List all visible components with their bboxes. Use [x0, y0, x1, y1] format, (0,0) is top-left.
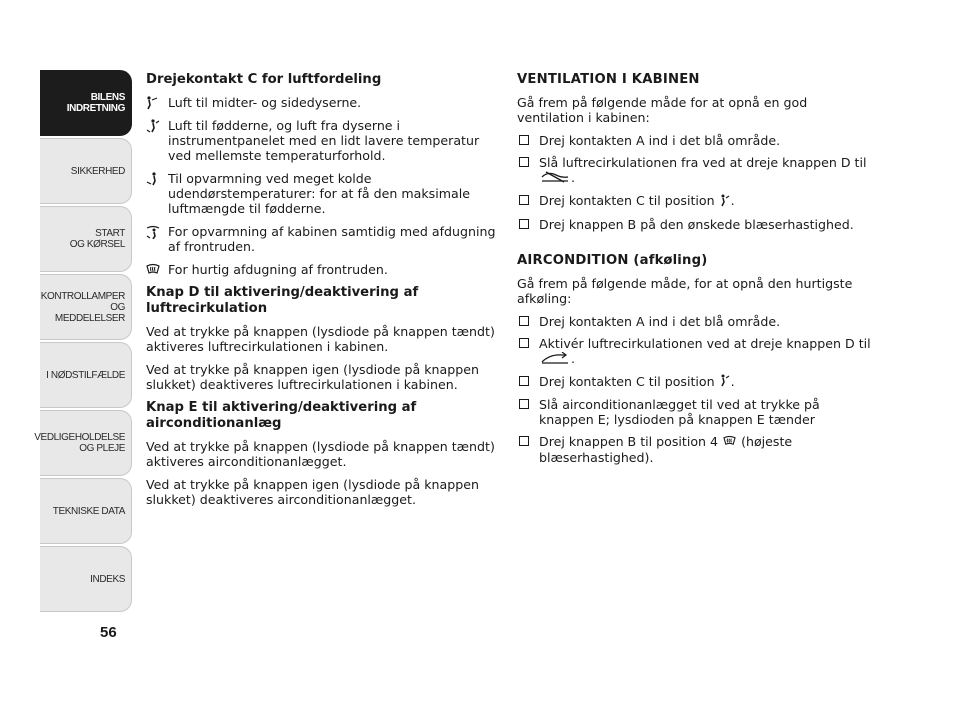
right-column [517, 72, 877, 472]
mode-text: Til opvarmning ved meget kolde udendørstemperaturer: for at få den maksimale luftmængde til fødderne. [168, 171, 470, 216]
checkbox-bullet-icon [519, 338, 529, 348]
tab-kontrollamper[interactable] [40, 274, 132, 340]
list-item-text: Drej knappen B på den ønskede blæserhastighed. [539, 216, 854, 232]
checkbox-bullet-icon [519, 219, 529, 229]
list-item [517, 314, 877, 329]
tab-vedligeholdelse[interactable] [34, 410, 132, 476]
page-number: 56 [100, 624, 117, 641]
recirculation-on-icon [540, 352, 570, 367]
mode-item [146, 95, 498, 110]
face-feet-vent-icon [146, 118, 168, 163]
mode-text: For opvarmning af kabinen samtidig med afdugning af frontruden. [168, 224, 496, 254]
heading-recirculation-button: Knap D til aktivering/deaktivering af luftrecirkulation [146, 285, 419, 316]
list-item-text-part: . [730, 193, 735, 208]
list-item-text-part: (højeste blæserhastighed). [539, 434, 793, 465]
windscreen-defrost-icon [723, 435, 736, 450]
mode-item [146, 171, 498, 216]
list-item-text-part: Slå luftrecirkulationen fra ved at dreje knappen D til [539, 155, 867, 170]
paragraph: Ved at trykke på knappen igen (lysdiode på knappen slukket) deaktiveres luftrecirkulationen i kabinen. [146, 362, 479, 392]
mode-text: Luft til midter- og sidedyserne. [168, 95, 362, 110]
list-item [517, 374, 877, 391]
checkbox-bullet-icon [519, 399, 529, 409]
face-vent-icon [146, 95, 168, 110]
left-column [146, 72, 498, 515]
list-item-text-part: . [571, 350, 576, 366]
checkbox-bullet-icon [519, 436, 529, 446]
tab-tekniske-data[interactable] [40, 478, 132, 544]
list-item-text-part: Aktivér luftrecirkulationen ved at dreje knappen D til [539, 335, 871, 351]
list-item-text-part: . [571, 170, 576, 185]
tab-bilens-indretning[interactable] [40, 70, 132, 136]
checkbox-bullet-icon [519, 316, 529, 326]
list-item-text: Slå airconditionanlægget til ved at trykke på knappen E; lysdioden på knappen E tænder [539, 397, 820, 427]
list-item [517, 155, 877, 186]
checkbox-bullet-icon [519, 376, 529, 386]
list-item [517, 133, 877, 148]
recirculation-off-icon [540, 171, 570, 186]
feet-defrost-icon [146, 224, 168, 254]
windscreen-defrost-icon [146, 262, 168, 277]
feet-vent-icon [146, 171, 168, 216]
list-item-text: Drej kontakten A ind i det blå område. [539, 133, 781, 148]
heading-aircondition: AIRCONDITION (afkøling) [517, 252, 708, 268]
list-item [517, 397, 877, 427]
face-vent-icon [720, 374, 730, 390]
paragraph: Ved at trykke på knappen igen (lysdiode på knappen slukket) deaktiveres airconditionanlægget. [146, 477, 479, 507]
mode-text: Luft til fødderne, og luft fra dyserne i instrumentpanelet med en lidt lavere temperatur ved mellemste temperaturforhold. [168, 118, 480, 163]
paragraph: Ved at trykke på knappen (lysdiode på knappen tændt) aktiveres luftrecirkulationen i kabinen. [146, 324, 495, 354]
mode-text: For hurtig afdugning af frontruden. [168, 262, 388, 277]
heading-ventilation: VENTILATION I KABINEN [517, 72, 700, 87]
heading-air-distribution: Drejekontakt C for luftfordeling [146, 72, 382, 87]
tab-start-og-korsel[interactable] [40, 206, 132, 272]
tab-label: SIKKERHED [70, 165, 125, 177]
checkbox-bullet-icon [519, 135, 529, 145]
tab-label: START OG KØRSEL [69, 228, 125, 250]
tab-label: INDEKS [90, 573, 125, 585]
list-item [517, 217, 877, 232]
list-item-text-part: Drej knappen B til position 4 [539, 434, 719, 449]
list-item-text-part: . [730, 373, 735, 389]
tab-label: BILENS INDRETNING [66, 92, 125, 114]
tab-i-nodstilfaelde[interactable] [40, 342, 132, 408]
list-item [517, 434, 877, 465]
tab-label: I NØDSTILFÆLDE [46, 369, 125, 381]
heading-ac-button: Knap E til aktivering/deaktivering af airconditionanlæg [146, 400, 417, 431]
tab-label: VEDLIGEHOLDELSE OG PLEJE [34, 432, 125, 454]
tab-label: KONTROLLAMPER OG MEDDELELSER [40, 290, 125, 324]
mode-item [146, 262, 498, 277]
checkbox-bullet-icon [519, 195, 529, 205]
tab-label: TEKNISKE DATA [52, 505, 125, 517]
mode-item [146, 224, 498, 254]
paragraph: Ved at trykke på knappen (lysdiode på knappen tændt) aktiveres airconditionanlægget. [146, 439, 495, 469]
list-item-text [539, 336, 877, 367]
list-item-text [539, 434, 877, 465]
list-item-text-part: Drej kontakten C til position [539, 373, 715, 389]
paragraph: Gå frem på følgende måde, for at opnå den hurtigste afkøling: [517, 275, 853, 306]
face-vent-icon [720, 194, 730, 210]
list-item [517, 336, 877, 367]
list-item-text [539, 193, 877, 210]
list-item-text-part: Drej kontakten C til position [539, 193, 715, 208]
tab-sikkerhed[interactable] [40, 138, 132, 204]
tab-indeks[interactable] [40, 546, 132, 612]
list-item-text: Drej kontakten A ind i det blå område. [539, 313, 781, 329]
list-item-text [539, 155, 877, 186]
chapter-tabs [34, 70, 132, 614]
list-item [517, 193, 877, 210]
mode-item [146, 118, 498, 163]
checkbox-bullet-icon [519, 157, 529, 167]
list-item-text [539, 374, 877, 391]
paragraph: Gå frem på følgende måde for at opnå en god ventilation i kabinen: [517, 95, 808, 125]
